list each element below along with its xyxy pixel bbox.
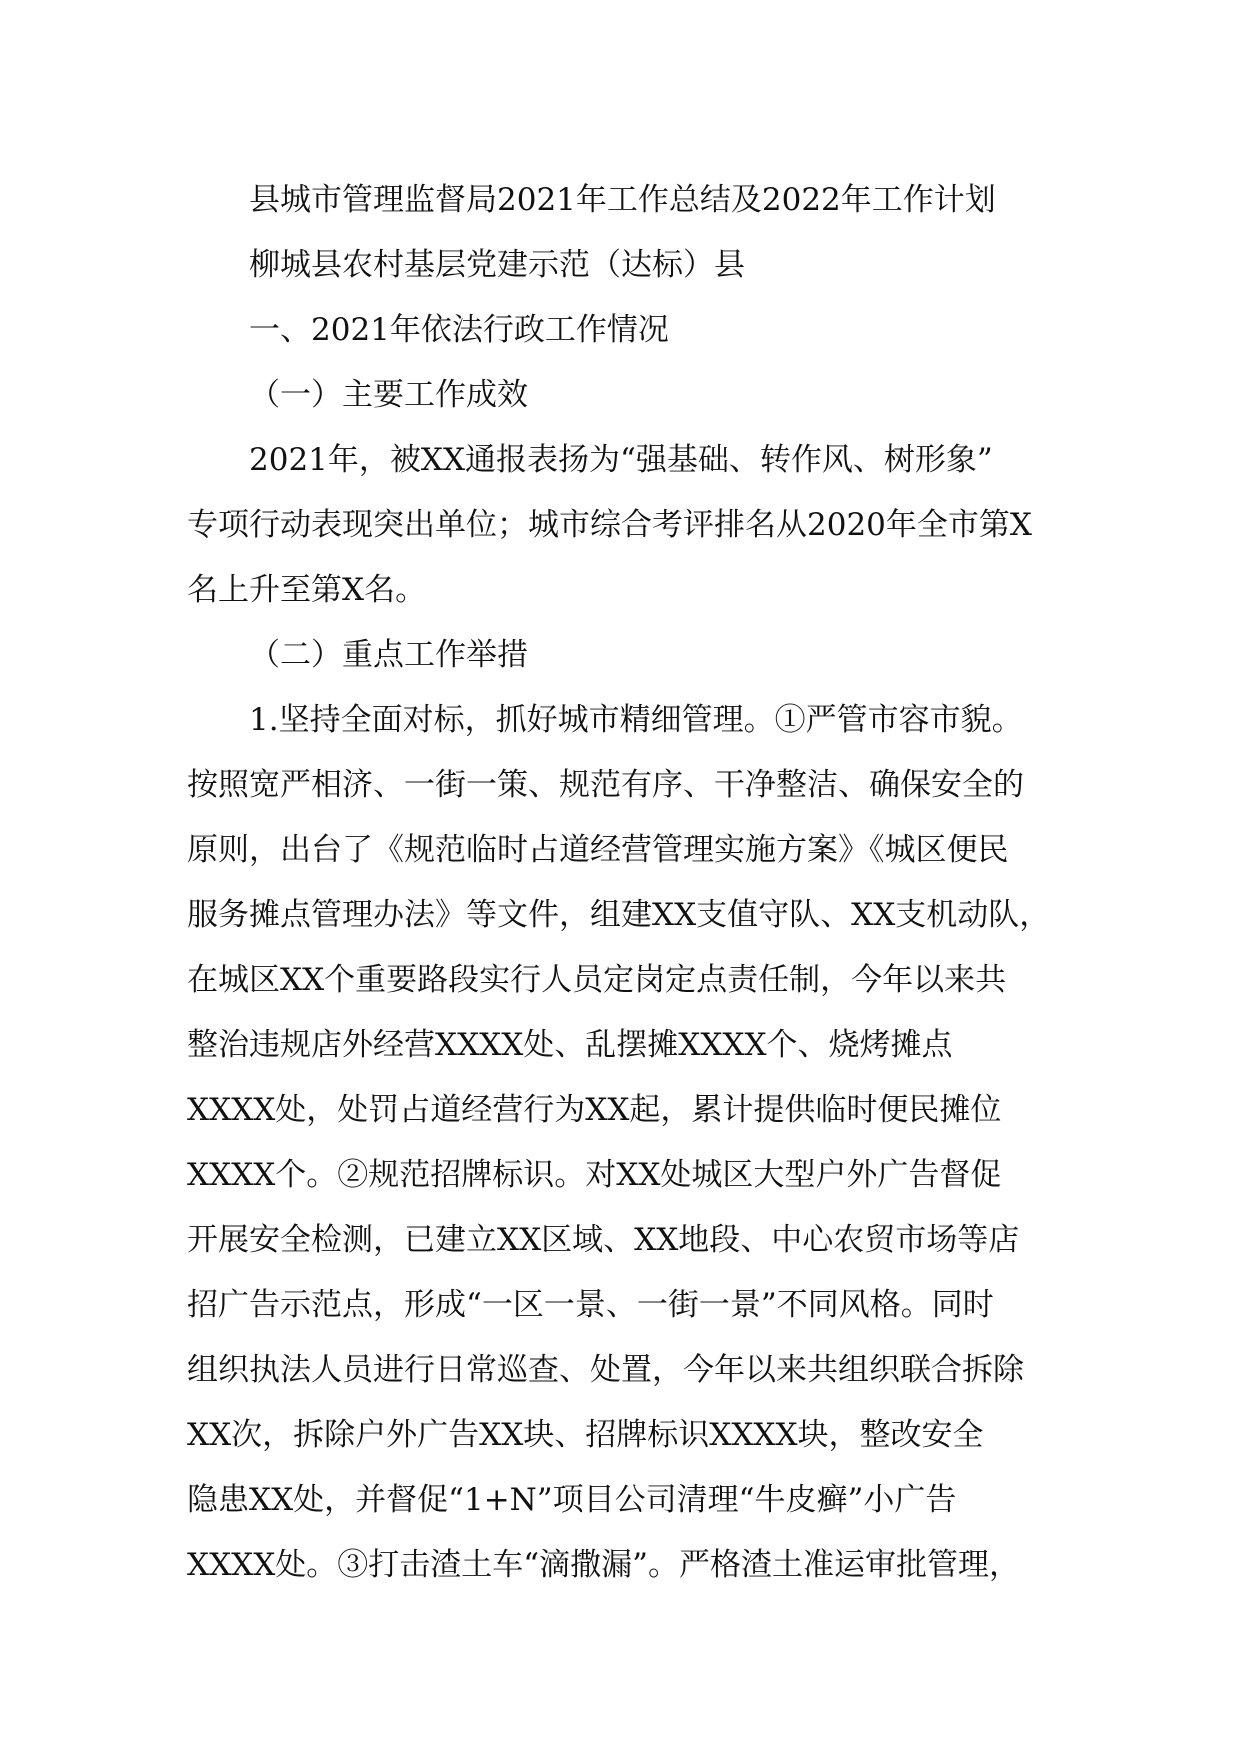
paragraph-line: 专项行动表现突出单位；城市综合考评排名从2020年全市第X	[187, 507, 1032, 543]
paragraph-line: 1.坚持全面对标，抓好城市精细管理。①严管市容市貌。	[249, 702, 1023, 738]
paragraph-line: 整治违规店外经营XXXX处、乱摆摊XXXX个、烧烤摊点	[187, 1027, 953, 1063]
paragraph-line: 2021年，被XX通报表扬为“强基础、转作风、树形象”	[249, 442, 993, 478]
paragraph-line: 按照宽严相济、一街一策、规范有序、干净整洁、确保安全的	[187, 767, 1024, 803]
paragraph-line: 招广告示范点，形成“一区一景、一街一景”不同风格。同时	[187, 1287, 994, 1323]
document-title: 县城市管理监督局2021年工作总结及2022年工作计划	[249, 182, 996, 218]
document-body	[187, 168, 1082, 1598]
paragraph-line: XXXX处。③打击渣土车“滴撒漏”。严格渣土准运审批管理，	[187, 1547, 1020, 1583]
subsection-heading: （一）主要工作成效	[249, 377, 528, 413]
paragraph-line: XXXX个。②规范招牌标识。对XX处城区大型户外广告督促	[187, 1157, 1002, 1193]
paragraph-line: 服务摊点管理办法》等文件，组建XX支值守队、XX支机动队，	[187, 897, 1051, 933]
paragraph-line: 组织执法人员进行日常巡查、处置，今年以来共组织联合拆除	[187, 1352, 1024, 1388]
subsection-heading: （二）重点工作举措	[249, 637, 528, 673]
paragraph-line: 在城区XX个重要路段实行人员定岗定点责任制，今年以来共	[187, 962, 1007, 998]
section-heading: 一、2021年依法行政工作情况	[249, 312, 669, 348]
paragraph-line: 隐患XX处，并督促“1+N”项目公司清理“牛皮癣”小广告	[187, 1482, 957, 1518]
paragraph-line: XXXX处，处罚占道经营行为XX起，累计提供临时便民摊位	[187, 1092, 1002, 1128]
paragraph-line: XX次，拆除户外广告XX块、招牌标识XXXX块，整改安全	[187, 1417, 984, 1453]
paragraph-line: 名上升至第X名。	[187, 572, 427, 608]
paragraph-line: 原则，出台了《规范临时占道经营管理实施方案》《城区便民	[187, 832, 1009, 868]
document-subtitle: 柳城县农村基层党建示范（达标）县	[249, 247, 745, 283]
paragraph-line: 开展安全检测，已建立XX区域、XX地段、中心农贸市场等店	[187, 1222, 1020, 1258]
